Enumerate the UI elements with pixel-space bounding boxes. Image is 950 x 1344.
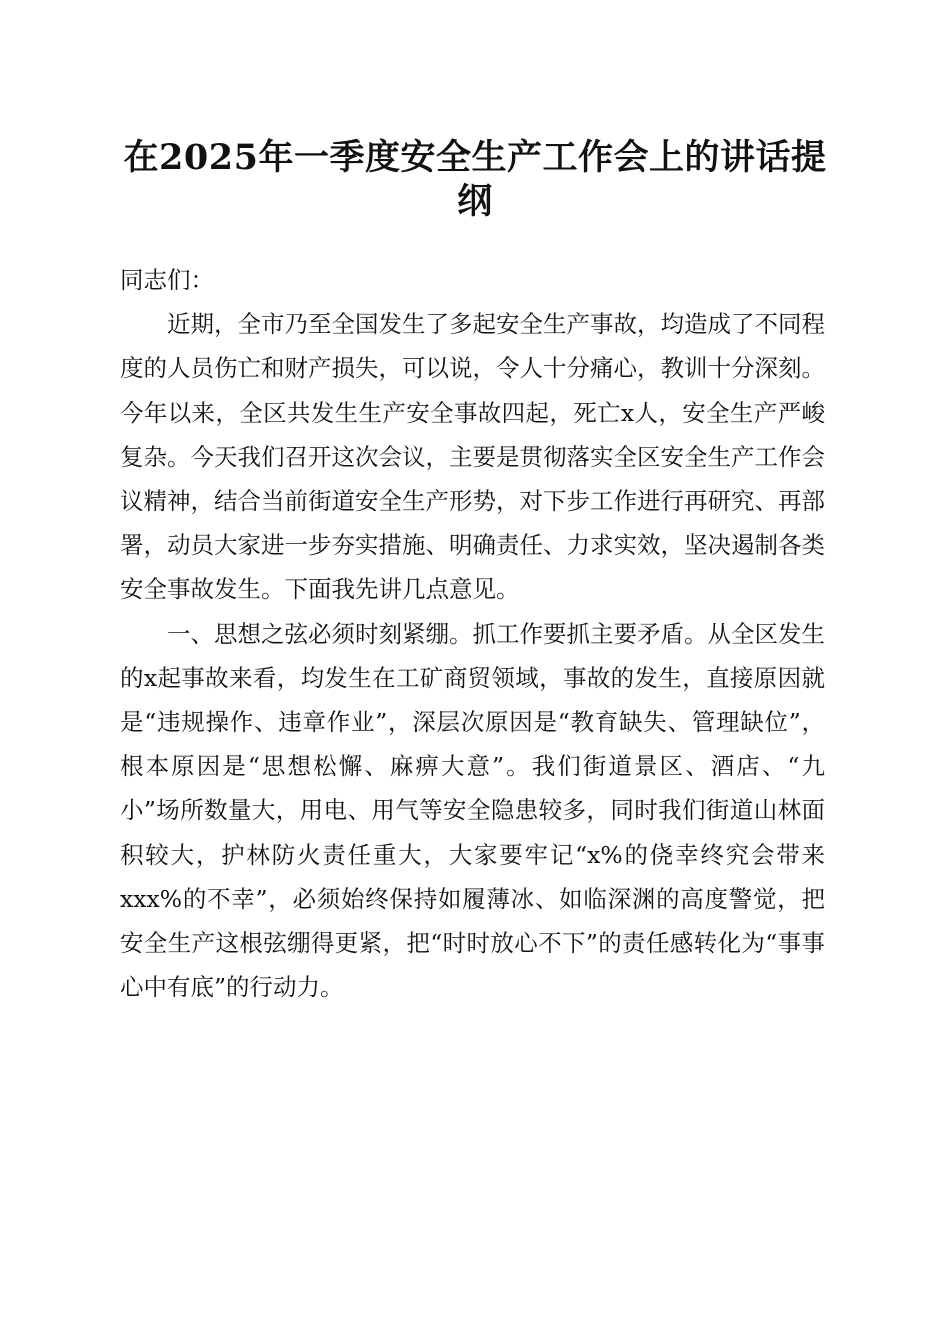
document-body (120, 258, 825, 1009)
paragraph-section-one (120, 612, 825, 1010)
document-title: 在2025年一季度安全生产工作会上的讲话提纲 (123, 137, 827, 222)
salutation: 同志们： (120, 266, 214, 294)
paragraph-intro-text: 近期，全市乃至全国发生了多起安全生产事故，均造成了不同程度的人员伤亡和财产损失，可以说，令人十分痛心，教训十分深刻。今年以来，全区共发生生产安全事故四起，死亡x人，安全生产严峻复杂。今天我们召开这次会议，主要是贯彻落实全区安全生产工作会议精神，结合当前街道安全生产形势，对下步工作进行再研究、再部署，动员大家进一步夯实措施、明确责任、力求实效，坚决遏制各类安全事故发生。下面我先讲几点意见。 (120, 310, 825, 604)
section-one-text: 抓工作要抓主要矛盾。从全区发生的x起事故来看，均发生在工矿商贸领域，事故的发生，直接原因就是“违规操作、违章作业”，深层次原因是“教育缺失、管理缺位”，根本原因是“思想松懈、麻痹大意”。我们街道景区、酒店、“九小”场所数量大，用电、用气等安全隐患较多，同时我们街道山林面积较大，护林防火责任重大，大家要牢记“x%的侥幸终究会带来xxx%的不幸”，必须始终保持如履薄冰、如临深渊的高度警觉，把安全生产这根弦绷得更紧，把“时时放心不下”的责任感转化为“事事心中有底”的行动力。 (120, 619, 825, 1002)
section-one-heading: 一、思想之弦必须时刻紧绷。 (167, 619, 473, 648)
paragraph-intro (120, 302, 825, 611)
